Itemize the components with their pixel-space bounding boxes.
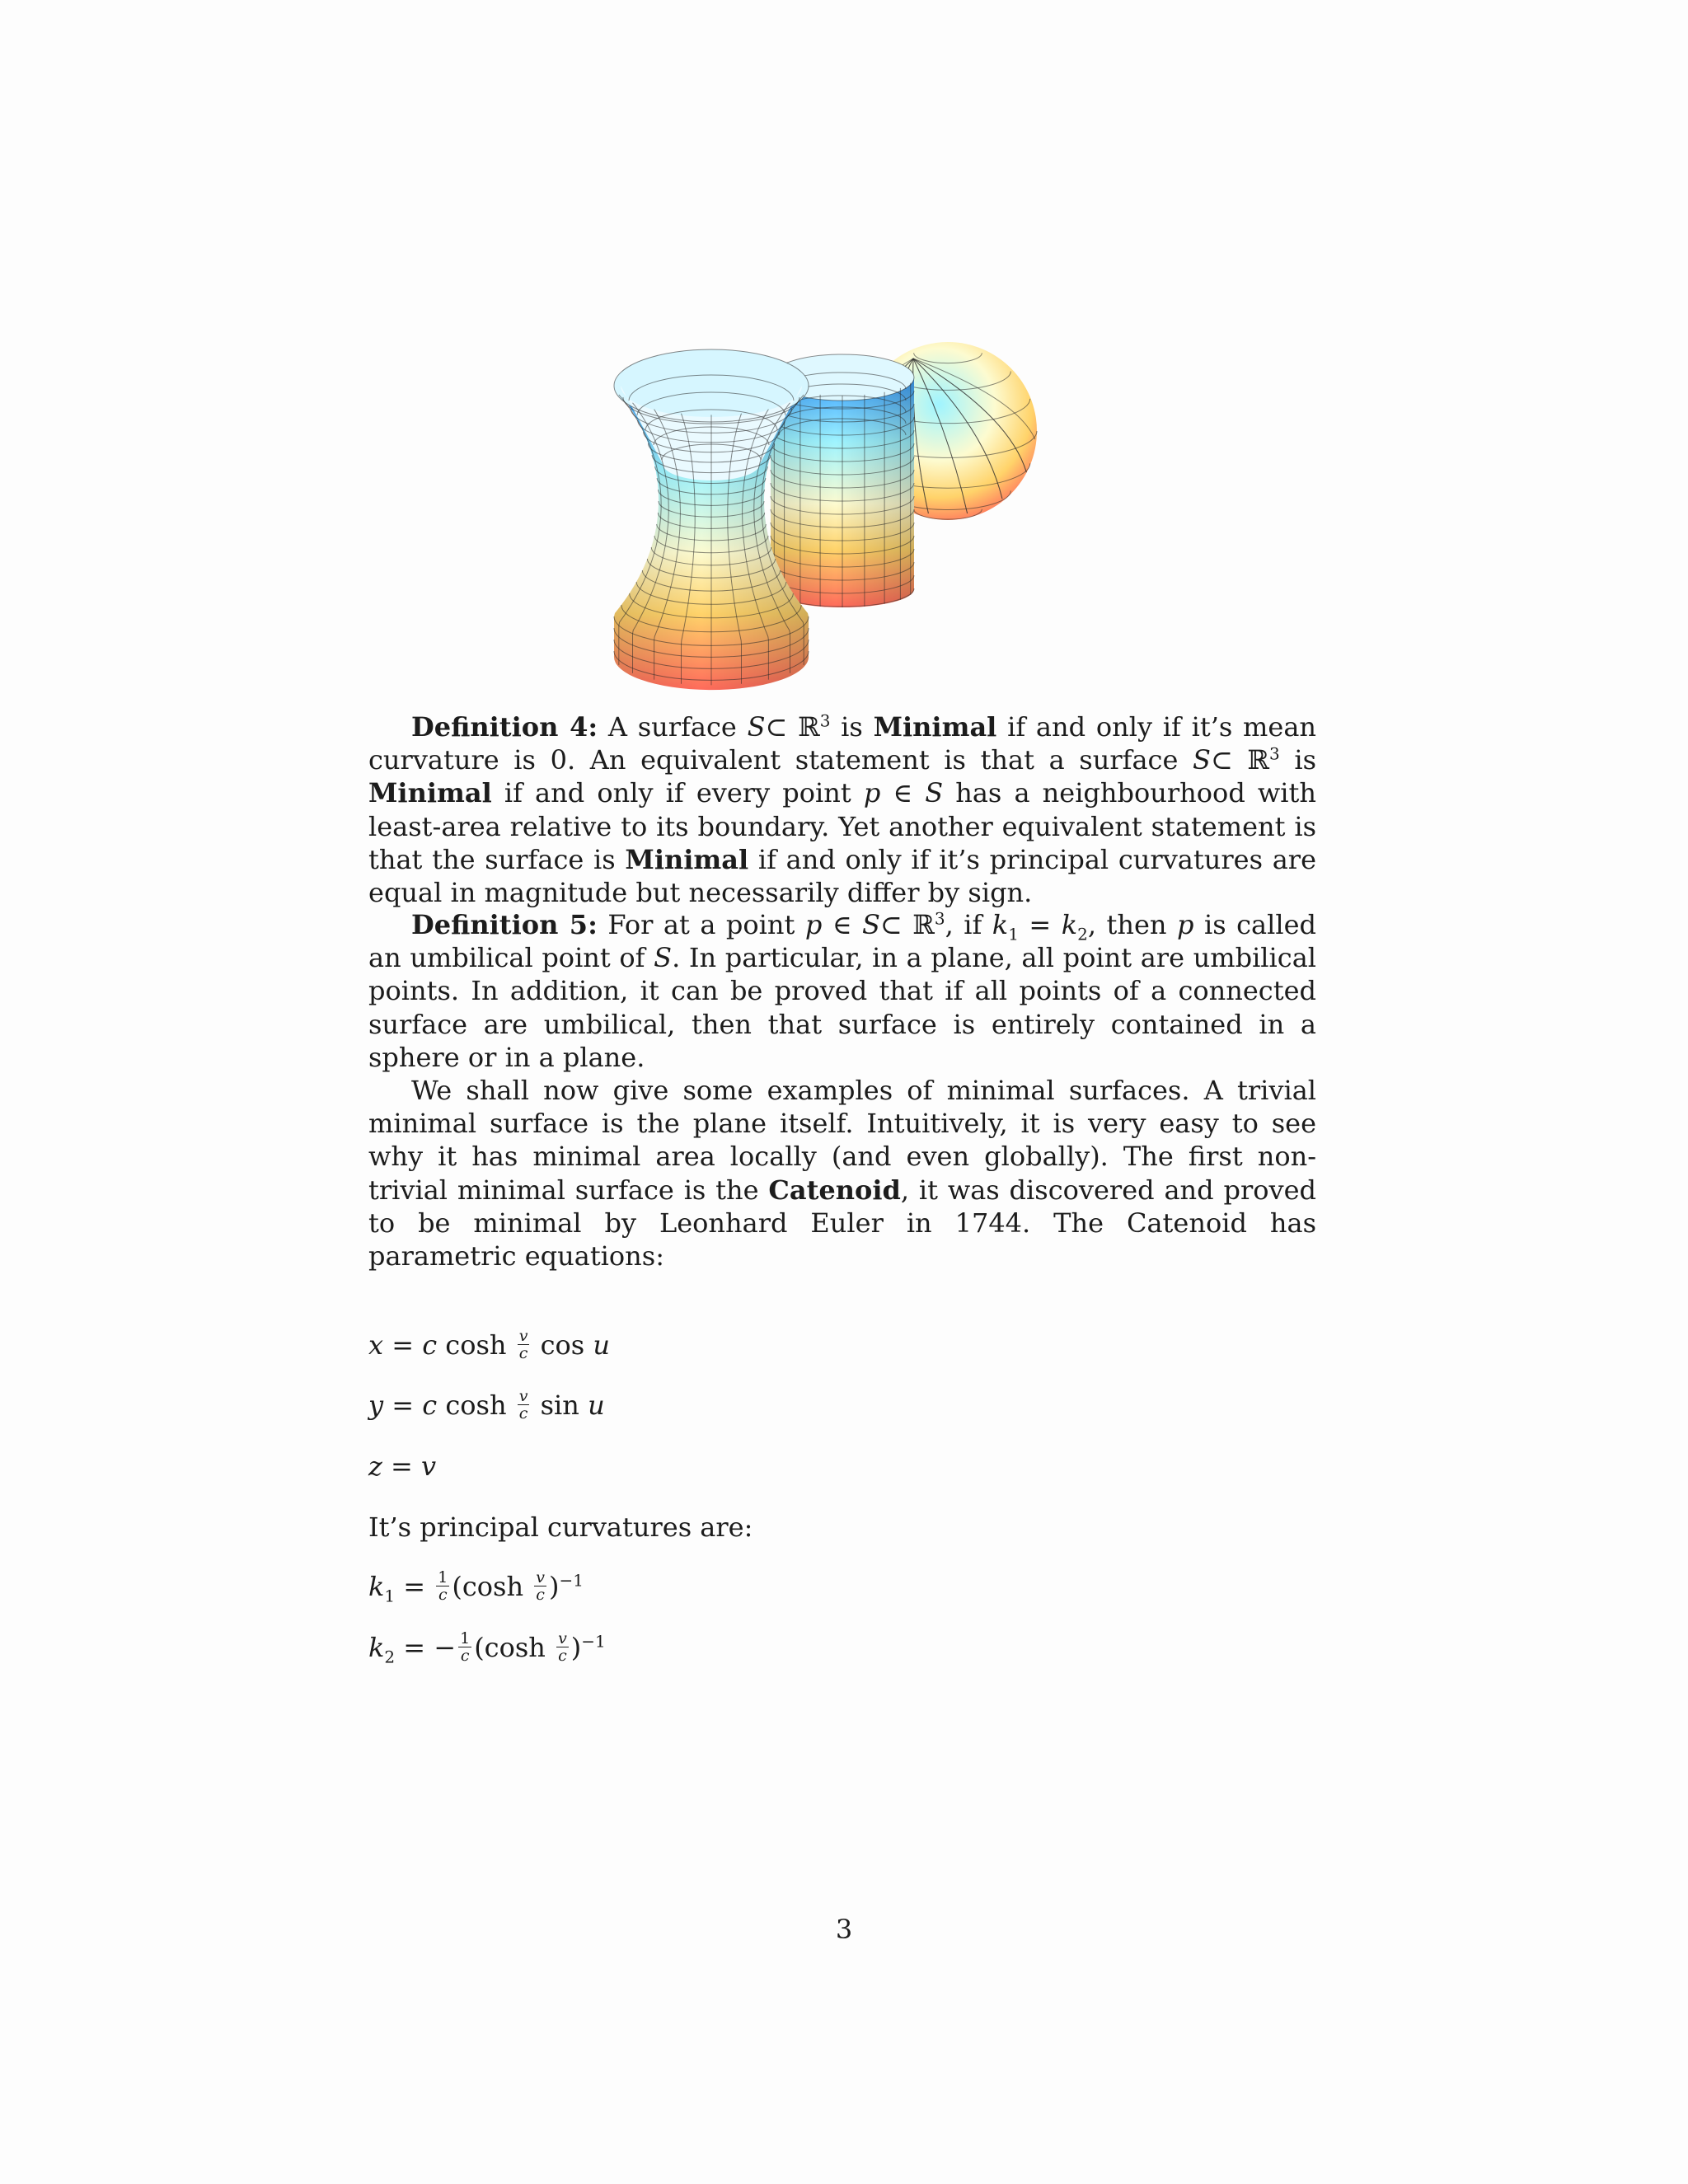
fraction-1-over-c: $\frac{1}{c}$ <box>460 1629 471 1665</box>
page-number: 3 <box>835 1914 853 1945</box>
equation-x: x = c cosh $\frac{v}{c}$ cos u <box>368 1327 610 1362</box>
fraction-v-over-c: $\frac{v}{c}$ <box>518 1327 528 1362</box>
definition-4 <box>368 710 1316 909</box>
definition-5-paragraph: Definition 5: For at a point p ∈ S⊂ ℝ$^3$, if $k_1 = k_2$, then p is called an umbilical point of S. In particular, in a plane, all point are umbilical points. In addition, it can be proved that if all points of a connected surface are umbilical, then that surface is entirely contained in a sphere or in a plane. <box>368 908 1317 1073</box>
fraction-v-over-c: $\frac{v}{c}$ <box>518 1387 528 1422</box>
curvatures-intro: It’s principal curvatures are: <box>368 1511 753 1543</box>
equation-z: z = v <box>368 1451 437 1482</box>
fraction-v-over-c: $\frac{v}{c}$ <box>536 1568 545 1604</box>
equation-k1: $k_1$ = $\frac{1}{c}$ (cosh $\frac{v}{c}$ )$^{-1}$ <box>368 1568 584 1606</box>
definition-4-paragraph: Definition 4: A surface S⊂ ℝ$^3$ is Minimal if and only if it’s mean curvature is 0. An equivalent statement is that a surface S⊂ ℝ$^3$ is Minimal if and only if every point p ∈ S has a neighbourhood with least-area relative to its boundary. Yet another equivalent statement is that the surface is Minimal if and only if it’s principal curvatures are equal in magnitude but necessarily differ by sign. <box>368 710 1317 909</box>
definition-5-label: Definition 5: <box>411 909 598 940</box>
equation-y: y = c cosh $\frac{v}{c}$ sin u <box>368 1387 605 1422</box>
surfaces-figure <box>610 330 1071 717</box>
equation-k2: $k_2$ = − $\frac{1}{c}$ (cosh $\frac{v}{c}$ )$^{-1}$ <box>368 1629 606 1667</box>
definition-5 <box>368 908 1316 1074</box>
examples-text: We shall now give some examples of minimal surfaces. A trivial minimal surface is the plane itself. Intuitively, it is very easy to see why it has minimal area locally (and even globally). The first non-trivial minimal surface is the Catenoid, it was discovered and proved to be minimal by Leonhard Euler in 1744. The Catenoid has parametric equations: <box>368 1075 1317 1272</box>
fraction-v-over-c: $\frac{v}{c}$ <box>558 1629 567 1665</box>
fraction-1-over-c: $\frac{1}{c}$ <box>438 1568 448 1604</box>
definition-4-label: Definition 4: <box>411 711 598 743</box>
examples-paragraph <box>368 1074 1316 1272</box>
